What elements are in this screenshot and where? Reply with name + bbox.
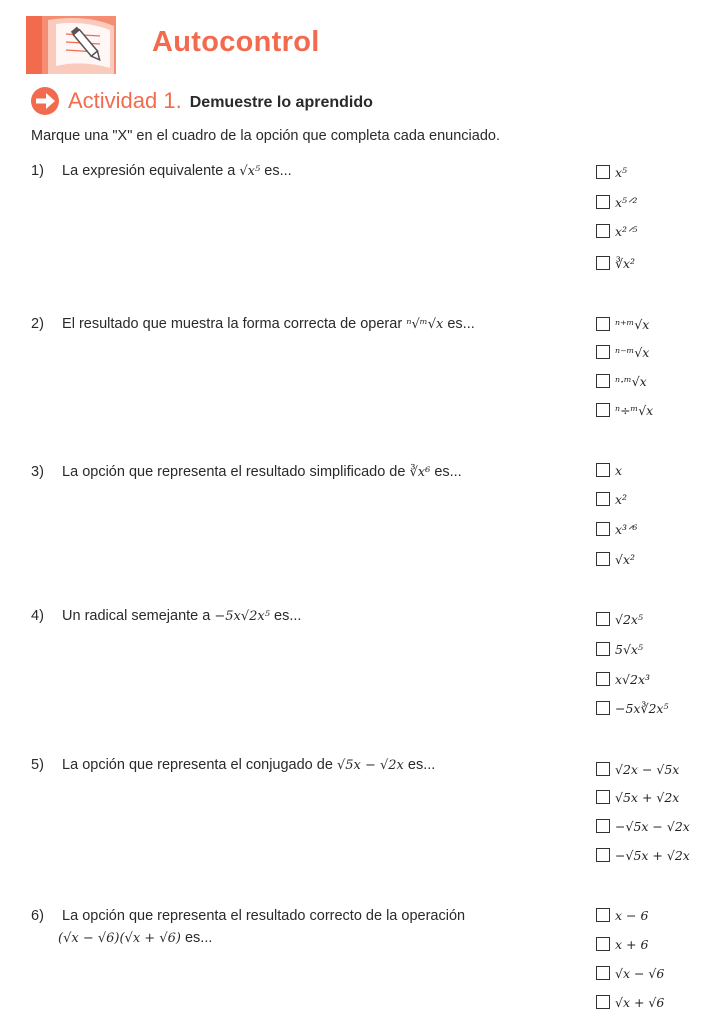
option-label: x√2x³ bbox=[615, 671, 651, 687]
option-2b[interactable] bbox=[596, 343, 649, 361]
checkbox[interactable] bbox=[596, 762, 610, 776]
option-5b[interactable] bbox=[596, 788, 679, 806]
question-2 bbox=[31, 313, 475, 336]
activity-heading bbox=[30, 86, 373, 116]
option-1a[interactable] bbox=[596, 163, 627, 181]
option-label: x⁵ bbox=[615, 164, 628, 180]
option-2a[interactable] bbox=[596, 315, 649, 333]
checkbox[interactable] bbox=[596, 612, 610, 626]
option-4a[interactable] bbox=[596, 610, 643, 628]
question-text-end: es... bbox=[434, 464, 462, 480]
option-label: ⁿ·ᵐ√x bbox=[615, 373, 647, 389]
checkbox[interactable] bbox=[596, 937, 610, 951]
checkbox[interactable] bbox=[596, 317, 610, 331]
option-label: −√5x − √2x bbox=[615, 818, 690, 834]
checkbox[interactable] bbox=[596, 403, 610, 417]
checkbox[interactable] bbox=[596, 224, 610, 238]
question-text-end: es... bbox=[184, 930, 213, 946]
option-1b[interactable] bbox=[596, 193, 637, 211]
question-number: 4) bbox=[31, 608, 44, 624]
option-label: −√5x + √2x bbox=[615, 847, 690, 863]
question-text-end: es... bbox=[407, 757, 436, 773]
option-label: 5√x⁵ bbox=[615, 641, 643, 657]
question-text: La expresión equivalente a bbox=[62, 163, 236, 179]
option-label: √5x + √2x bbox=[615, 789, 680, 805]
option-label: x − 6 bbox=[615, 907, 649, 923]
option-label: ⁿ⁻ᵐ√x bbox=[615, 344, 650, 360]
question-text: La opción que representa el resultado correcto de la operación bbox=[62, 908, 466, 924]
header bbox=[0, 0, 728, 80]
option-6a[interactable] bbox=[596, 906, 648, 924]
option-label: x + 6 bbox=[615, 936, 649, 952]
question-4 bbox=[31, 605, 301, 628]
instruction-text: Marque una "X" en el cuadro de la opción que completa cada enunciado. bbox=[31, 128, 500, 144]
question-number: 3) bbox=[31, 464, 44, 480]
option-2d[interactable] bbox=[596, 401, 653, 419]
option-6c[interactable] bbox=[596, 964, 664, 982]
question-expression: √5x − √2x bbox=[336, 758, 404, 773]
option-1d[interactable] bbox=[596, 254, 635, 272]
page-title: Autocontrol bbox=[152, 26, 320, 58]
checkbox[interactable] bbox=[596, 701, 610, 715]
checkbox[interactable] bbox=[596, 552, 610, 566]
question-expression: (√x − √6)(√x + √6) bbox=[58, 931, 181, 946]
checkbox[interactable] bbox=[596, 374, 610, 388]
question-1 bbox=[31, 160, 292, 183]
checkbox[interactable] bbox=[596, 908, 610, 922]
checkbox[interactable] bbox=[596, 522, 610, 536]
option-4c[interactable] bbox=[596, 670, 650, 688]
checkbox[interactable] bbox=[596, 463, 610, 477]
option-6d[interactable] bbox=[596, 993, 664, 1011]
checkbox[interactable] bbox=[596, 492, 610, 506]
option-3d[interactable] bbox=[596, 550, 635, 568]
option-5c[interactable] bbox=[596, 817, 690, 835]
question-text: El resultado que muestra la forma correcta de operar bbox=[62, 316, 403, 332]
option-3c[interactable] bbox=[596, 520, 637, 538]
question-text: Un radical semejante a bbox=[62, 608, 211, 624]
checkbox[interactable] bbox=[596, 995, 610, 1009]
option-3a[interactable] bbox=[596, 461, 622, 479]
option-label: x³ᐟ⁶ bbox=[615, 521, 638, 537]
option-label: −5x∛2x⁵ bbox=[615, 700, 669, 716]
question-text: La opción que representa el conjugado de bbox=[62, 757, 333, 773]
question-expression: ⁿ√ᵐ√x bbox=[406, 317, 444, 332]
question-expression: −5x√2x⁵ bbox=[214, 609, 270, 624]
question-6 bbox=[31, 905, 465, 950]
option-label: √2x − √5x bbox=[615, 761, 680, 777]
option-4d[interactable] bbox=[596, 699, 668, 717]
option-label: √x − √6 bbox=[615, 965, 665, 981]
arrow-right-icon bbox=[30, 86, 60, 116]
checkbox[interactable] bbox=[596, 256, 610, 270]
option-label: x² bbox=[615, 491, 628, 507]
checkbox[interactable] bbox=[596, 642, 610, 656]
option-5a[interactable] bbox=[596, 760, 679, 778]
option-label: √x² bbox=[615, 551, 636, 567]
checkbox[interactable] bbox=[596, 848, 610, 862]
question-5 bbox=[31, 754, 435, 777]
question-expression: ∛x⁶ bbox=[409, 465, 431, 480]
checkbox[interactable] bbox=[596, 345, 610, 359]
checkbox[interactable] bbox=[596, 966, 610, 980]
checkbox[interactable] bbox=[596, 672, 610, 686]
option-3b[interactable] bbox=[596, 490, 627, 508]
activity-subtitle: Demuestre lo aprendido bbox=[189, 94, 373, 111]
question-text-end: es... bbox=[264, 163, 292, 179]
question-text-end: es... bbox=[274, 608, 302, 624]
option-5d[interactable] bbox=[596, 846, 690, 864]
question-text-end: es... bbox=[447, 316, 475, 332]
option-label: x²ᐟ⁵ bbox=[615, 223, 638, 239]
checkbox[interactable] bbox=[596, 819, 610, 833]
question-number: 6) bbox=[31, 908, 44, 924]
pencil-icon bbox=[26, 16, 116, 74]
checkbox[interactable] bbox=[596, 195, 610, 209]
checkbox[interactable] bbox=[596, 165, 610, 179]
checkbox[interactable] bbox=[596, 790, 610, 804]
option-1c[interactable] bbox=[596, 222, 637, 240]
activity-label: Actividad 1. bbox=[68, 88, 182, 113]
option-label: √2x⁵ bbox=[615, 611, 643, 627]
option-label: x⁵ᐟ² bbox=[615, 194, 638, 210]
option-label: √x + √6 bbox=[615, 994, 665, 1010]
question-number: 2) bbox=[31, 316, 44, 332]
option-2c[interactable] bbox=[596, 372, 647, 390]
question-line-1 bbox=[31, 905, 465, 927]
question-line-2 bbox=[31, 927, 465, 950]
question-text: La opción que representa el resultado simplificado de bbox=[62, 464, 406, 480]
question-expression: √x⁵ bbox=[239, 164, 261, 179]
option-label: ⁿ÷ᵐ√x bbox=[615, 402, 654, 418]
option-label: ⁿ⁺ᵐ√x bbox=[615, 316, 650, 332]
option-4b[interactable] bbox=[596, 640, 643, 658]
question-number: 5) bbox=[31, 757, 44, 773]
option-6b[interactable] bbox=[596, 935, 648, 953]
option-label: x bbox=[615, 462, 623, 478]
question-number: 1) bbox=[31, 163, 44, 179]
question-3 bbox=[31, 461, 462, 484]
option-label: ∛x² bbox=[615, 255, 636, 271]
